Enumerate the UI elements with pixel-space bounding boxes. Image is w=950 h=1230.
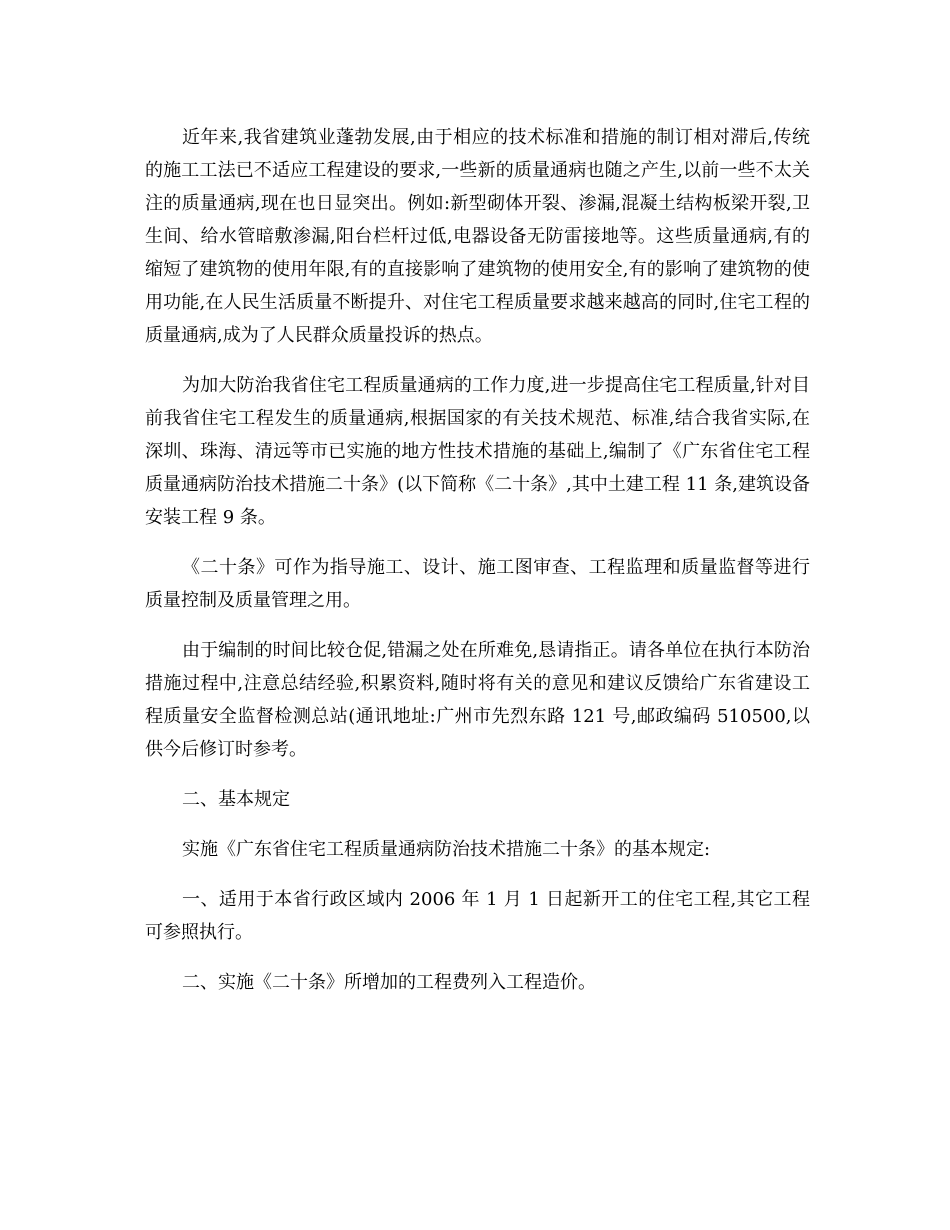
paragraph-intro: 近年来,我省建筑业蓬勃发展,由于相应的技术标准和措施的制订相对滞后,传统的施工工法已不适应工程建设的要求,一些新的质量通病也随之产生,以前一些不太关注的质量通病,现在也日显突出。例如:新型砌体开裂、渗漏,混凝土结构板梁开裂,卫生间、给水管暗敷渗漏,阳台栏杆过低,电器设备无防雷接地等。这些质量通病,有的缩短了建筑物的使用年限,有的直接影响了建筑物的使用安全,有的影响了建筑物的使用功能,在人民生活质量不断提升、对住宅工程质量要求越来越高的同时,住宅工程的质量通病,成为了人民群众质量投诉的热点。 xyxy=(145,127,810,346)
paragraph-purpose: 为加大防治我省住宅工程质量通病的工作力度,进一步提高住宅工程质量,针对目前我省住宅工程发生的质量通病,根据国家的有关技术规范、标准,结合我省实际,在深圳、珠海、清远等市已实施的地方性技术措施的基础上,编制了《广东省住宅工程质量通病防治技术措施二十条》(以下简称《二十条》,其中土建工程 11 条,建筑设备安装工程 9 条。 xyxy=(145,375,810,528)
document-body xyxy=(145,121,810,1016)
rule-item-1: 一、适用于本省行政区域内 2006 年 1 月 1 日起新开工的住宅工程,其它工程可参照执行。 xyxy=(145,889,810,943)
paragraph-feedback: 由于编制的时间比较仓促,错漏之处在所难免,恳请指正。请各单位在执行本防治措施过程中,注意总结经验,积累资料,随时将有关的意见和建议反馈给广东省建设工程质量安全监督检测总站(通讯地址:广州市先烈东路 121 号,邮政编码 510500,以供今后修订时参考。 xyxy=(145,640,810,760)
paragraph-usage: 《二十条》可作为指导施工、设计、施工图审查、工程监理和质量监督等进行质量控制及质量管理之用。 xyxy=(145,557,810,611)
section-heading-basic-rules: 二、基本规定 xyxy=(182,789,290,810)
paragraph-basic-rules-intro: 实施《广东省住宅工程质量通病防治技术措施二十条》的基本规定: xyxy=(182,839,711,860)
rule-item-2: 二、实施《二十条》所增加的工程费列入工程造价。 xyxy=(182,972,596,993)
